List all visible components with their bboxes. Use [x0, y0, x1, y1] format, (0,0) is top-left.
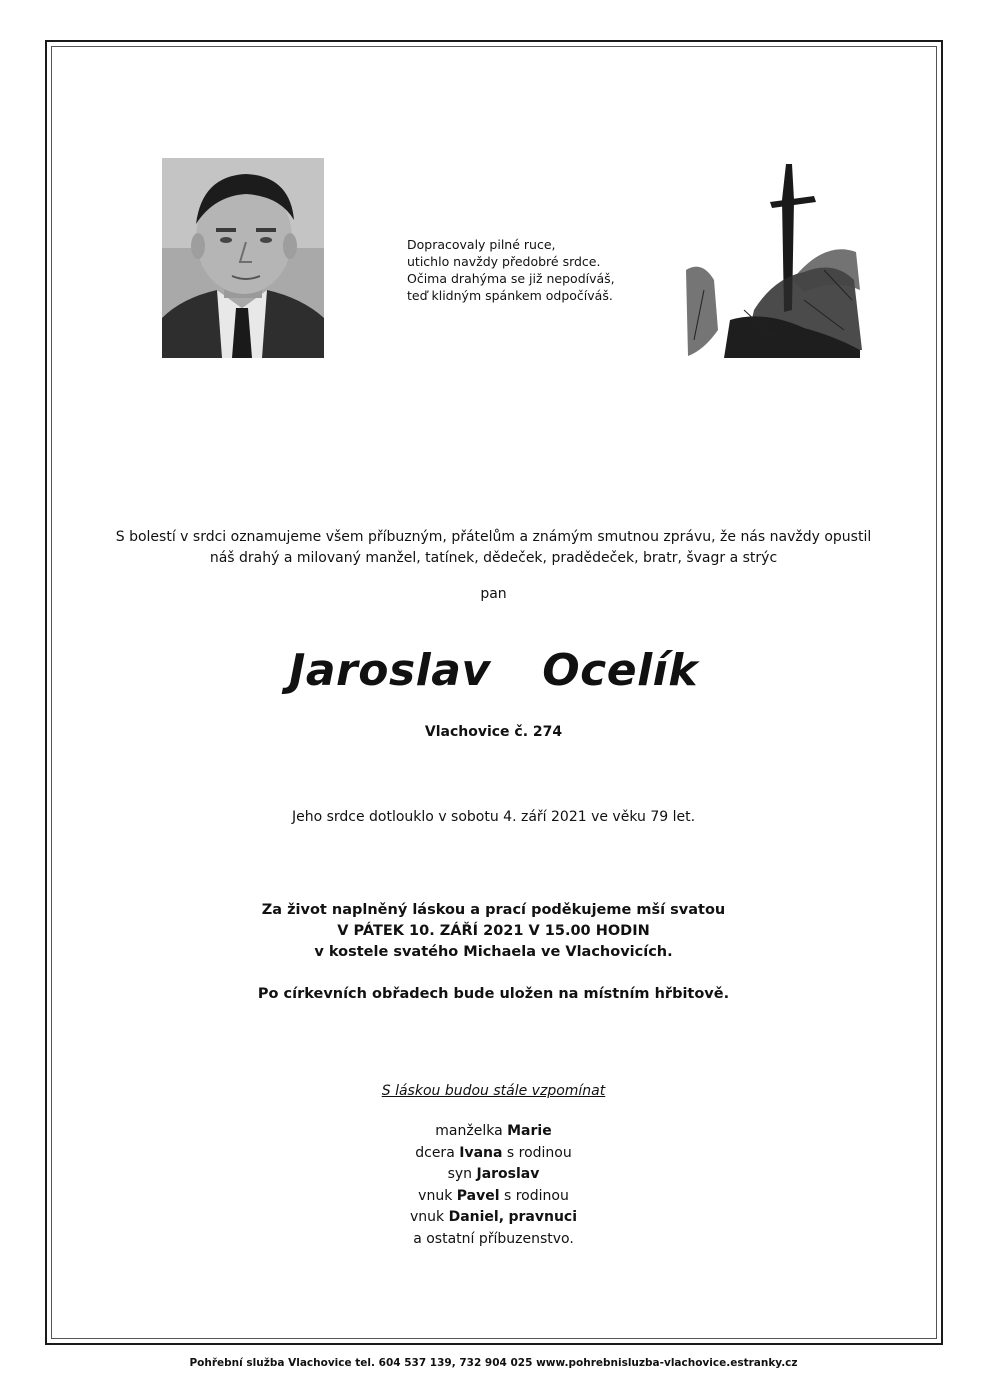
- relation: dcera: [415, 1144, 455, 1161]
- member-name: Pavel: [456, 1187, 500, 1204]
- poem: [407, 236, 667, 304]
- member-extra: pravnuci: [508, 1209, 578, 1225]
- death-notice: Jeho srdce dotlouklo v sobotu 4. září 2021 ve věku 79 let.: [291, 809, 696, 825]
- funeral-line: Za život naplněný láskou a prací poděkujeme mší svatou: [261, 902, 726, 918]
- portrait-photo: [162, 158, 324, 358]
- poem-line: Dopracovaly pilné ruce,: [407, 237, 556, 252]
- member-suffix: s rodinou: [503, 1187, 569, 1204]
- family-member: [0, 1207, 987, 1229]
- address: Vlachovice č. 274: [424, 724, 563, 740]
- member-name: Marie: [507, 1123, 552, 1139]
- relation: vnuk: [409, 1209, 445, 1225]
- poem-line: teď klidným spánkem odpočíváš.: [407, 288, 613, 303]
- member-name: Daniel,: [448, 1209, 505, 1225]
- family-member: [0, 1164, 987, 1186]
- announcement-text: [80, 527, 907, 569]
- poem-line: utichlo navždy předobré srdce.: [407, 254, 601, 269]
- funeral-info: [0, 900, 987, 963]
- burial-info: Po církevních obřadech bude uložen na místním hřbitově.: [257, 986, 730, 1002]
- cross-engraving: [684, 160, 864, 360]
- relation: vnuk: [418, 1187, 453, 1204]
- announcement-line: S bolestí v srdci oznamujeme všem příbuzným, přátelům a známým smutnou zprávu, že nás navždy opustil: [115, 529, 872, 545]
- poem-line: Očima drahýma se již nepodíváš,: [407, 271, 615, 286]
- funeral-line: V PÁTEK 10. ZÁŘÍ 2021 V 15.00 HODIN: [337, 923, 650, 939]
- deceased-name: Jaroslav Ocelík: [288, 645, 699, 696]
- member-suffix: a ostatní příbuzenstvo.: [413, 1230, 574, 1247]
- family-member: [0, 1143, 987, 1165]
- family-list: [0, 1121, 987, 1250]
- announcement-line: náš drahý a milovaný manžel, tatínek, dědeček, pradědeček, bratr, švagr a strýc: [209, 550, 778, 566]
- member-suffix: s rodinou: [506, 1144, 572, 1161]
- family-member: [0, 1121, 987, 1143]
- title-word: pan: [480, 586, 507, 602]
- member-name: Ivana: [459, 1144, 503, 1161]
- relation: manželka: [435, 1123, 503, 1139]
- family-member: [0, 1186, 987, 1208]
- family-member: [0, 1229, 987, 1251]
- member-name: Jaroslav: [476, 1166, 540, 1182]
- funeral-line: v kostele svatého Michaela ve Vlachovicích.: [314, 944, 673, 960]
- memory-heading: S láskou budou stále vzpomínat: [381, 1083, 606, 1099]
- footer-contact: Pohřební služba Vlachovice tel. 604 537 139, 732 904 025 www.pohrebnisluzba-vlachovice.estranky.cz: [189, 1357, 798, 1369]
- relation: syn: [447, 1166, 473, 1182]
